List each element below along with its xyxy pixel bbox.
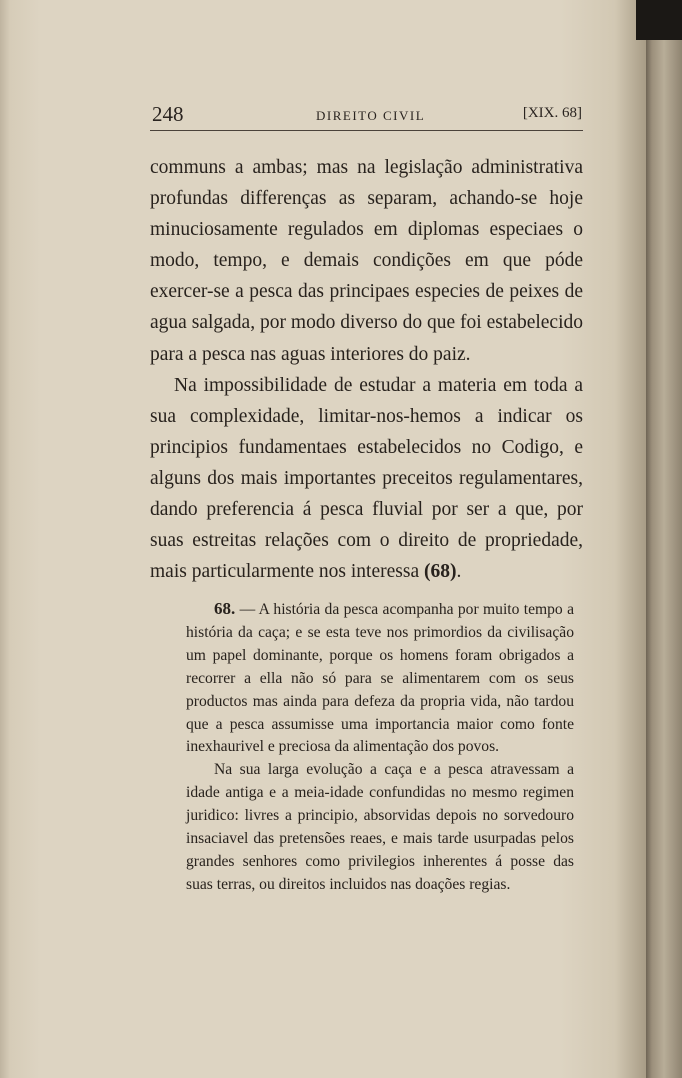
- header-rule: [150, 130, 583, 131]
- page-number: 248: [152, 102, 184, 126]
- body-paragraph-2: [150, 370, 583, 588]
- footnote-reference: (68): [424, 561, 457, 583]
- section-reference: [XIX. 68]: [522, 105, 582, 121]
- main-text: [150, 152, 583, 587]
- body-paragraph-2-end: .: [456, 561, 462, 583]
- footnote-paragraph-2: Na sua larga evolução a caça e a pesca atravessam a idade antiga e a meia-idade confundidas no mesmo regimen juridico: livres a principio, absorvidas depois no sorvedouro insaciavel das pretensões reaes, e mais tarde usurpadas pelos grandes senhores como privilegios inherentes á posse das suas terras, ou direitos incluidos nas doações regias.: [186, 761, 574, 893]
- footnote-paragraph-1-text: — A história da pesca acompanha por muito tempo a história da caça; e se esta teve nos primordios da civilisação um papel dominante, porque os homens foram obrigados a recorrer a ella não só para se alimentarem com os seus productos mas ainda para defeza da propria vida, não tardou que a pesca assumisse uma importancia maior como fonte inexhaurivel e preciosa da alimentação dos povos.: [186, 601, 574, 756]
- book-spine: [646, 0, 682, 1078]
- footnote-paragraph-1: [186, 598, 574, 759]
- body-paragraph-2-text: Na impossibilidade de estudar a materia em toda a sua complexidade, limitar-nos-hemos a indicar os principios fundamentaes estabelecidos no Codigo, e alguns dos mais importantes preceitos regulamentares, dando preferencia á pesca fluvial por ser a que, por suas estreitas relações com o direito de propriedade, mais particularmente nos interessa: [150, 374, 583, 583]
- footnote: [186, 598, 574, 897]
- body-paragraph-1: communs a ambas; mas na legislação administrativa profundas differenças as separam, achando-se hoje minuciosamente regulados em diplomas especiaes o modo, tempo, e demais condições em que póde exercer-se a pesca das principaes especies de peixes de agua salgada, por modo diverso do que foi estabelecido para a pesca nas aguas interiores do paiz.: [150, 157, 583, 365]
- page-header: [152, 100, 582, 130]
- footnote-number: 68.: [214, 599, 236, 618]
- running-title: DIREITO CIVIL: [316, 108, 426, 123]
- background-shadow: [636, 0, 682, 40]
